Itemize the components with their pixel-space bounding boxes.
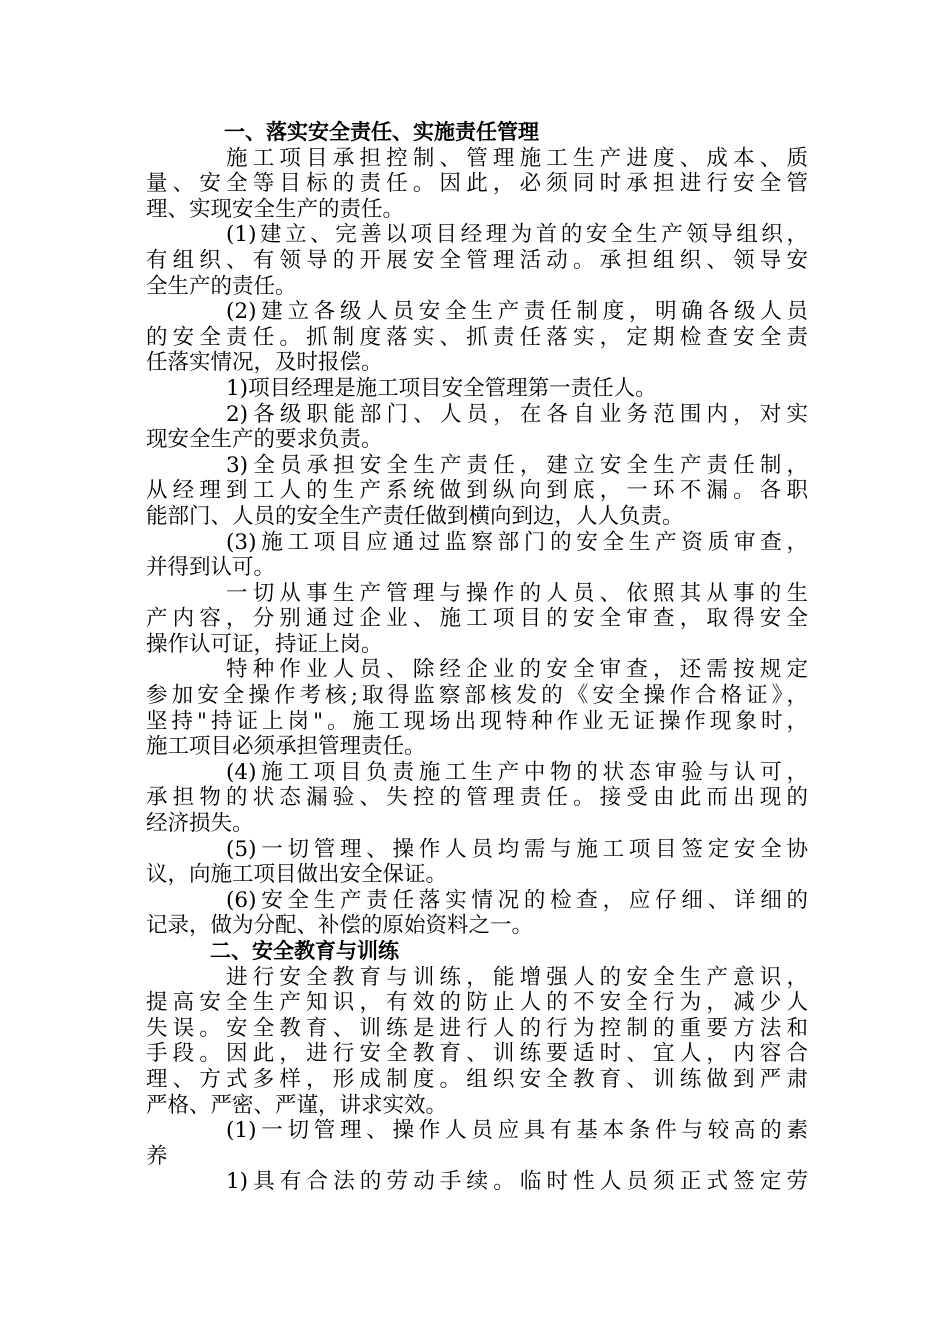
text-line: 失误。安全教育、训练是进行人的行为控制的重要方法和	[146, 1015, 808, 1041]
text-line: (1)一切管理、操作人员应具有基本条件与较高的素	[226, 1118, 808, 1144]
text-line: 有组织、有领导的开展安全管理活动。承担组织、领导安	[146, 247, 808, 273]
text-line: 量、安全等目标的责任。因此，必须同时承担进行安全管	[146, 171, 808, 197]
text-line: (4)施工项目负责施工生产中物的状态审验与认可，	[226, 759, 808, 785]
text-line: 特种作业人员、除经企业的安全审查，还需按规定	[226, 657, 808, 683]
document-page	[146, 120, 808, 1195]
text-line: 现安全生产的要求负责。	[146, 427, 383, 453]
text-line: 全生产的责任。	[146, 273, 297, 299]
text-line: 严格、严密、严谨，讲求实效。	[146, 1092, 448, 1118]
text-line: (2)建立各级人员安全生产责任制度，明确各级人员	[226, 299, 808, 325]
text-line: 承担物的状态漏验、失控的管理责任。接受由此而出现的	[146, 785, 808, 811]
text-line: 1)项目经理是施工项目安全管理第一责任人。	[226, 375, 657, 401]
text-line: (5)一切管理、操作人员均需与施工项目签定安全协	[226, 836, 808, 862]
section-heading: 一、落实安全责任、实施责任管理	[224, 120, 539, 144]
text-line: 并得到认可。	[146, 555, 276, 581]
text-line: 坚持"持证上岗"。施工现场出现特种作业无证操作现象时，	[146, 708, 808, 734]
text-line: 的安全责任。抓制度落实、抓责任落实，定期检查安全责	[146, 324, 808, 350]
text-line: 施工项目承担控制、管理施工生产进度、成本、质	[226, 145, 808, 171]
text-line: 施工项目必须承担管理责任。	[146, 734, 426, 760]
text-line: (6)安全生产责任落实情况的检查，应仔细、详细的	[226, 887, 808, 913]
text-line: (1)建立、完善以项目经理为首的安全生产领导组织，	[226, 222, 808, 248]
text-line: 一切从事生产管理与操作的人员、依照其从事的生	[226, 580, 808, 606]
text-line: 能部门、人员的安全生产责任做到横向到边，人人负责。	[146, 503, 684, 529]
text-line: 操作认可证，持证上岗。	[146, 631, 383, 657]
text-line: 议，向施工项目做出安全保证。	[146, 862, 448, 888]
text-line: 养	[146, 1143, 168, 1169]
text-line: 产内容，分别通过企业、施工项目的安全审查，取得安全	[146, 606, 808, 632]
text-line: 从经理到工人的生产系统做到纵向到底，一环不漏。各职	[146, 478, 808, 504]
text-line: 经济损失。	[146, 811, 254, 837]
text-line: 3)全员承担安全生产责任，建立安全生产责任制，	[226, 452, 808, 478]
text-line: 提高安全生产知识，有效的防止人的不安全行为，减少人	[146, 990, 808, 1016]
text-line: 理、方式多样，形成制度。组织安全教育、训练做到严肃	[146, 1066, 808, 1092]
text-line: 2)各级职能部门、人员，在各自业务范围内，对实	[226, 401, 808, 427]
text-line: 记录，做为分配、补偿的原始资料之一。	[146, 913, 534, 939]
text-line: 1)具有合法的劳动手续。临时性人员须正式签定劳	[226, 1169, 808, 1195]
section-heading: 二、安全教育与训练	[210, 939, 399, 963]
text-line: 手段。因此，进行安全教育、训练要适时、宜人，内容合	[146, 1041, 808, 1067]
text-line: 任落实情况，及时报偿。	[146, 350, 383, 376]
text-line: (3)施工项目应通过监察部门的安全生产资质审查，	[226, 529, 808, 555]
text-line: 进行安全教育与训练，能增强人的安全生产意识，	[226, 964, 808, 990]
text-line: 参加安全操作考核;取得监察部核发的《安全操作合格证》，	[146, 683, 808, 709]
text-line: 理、实现安全生产的责任。	[146, 196, 405, 222]
